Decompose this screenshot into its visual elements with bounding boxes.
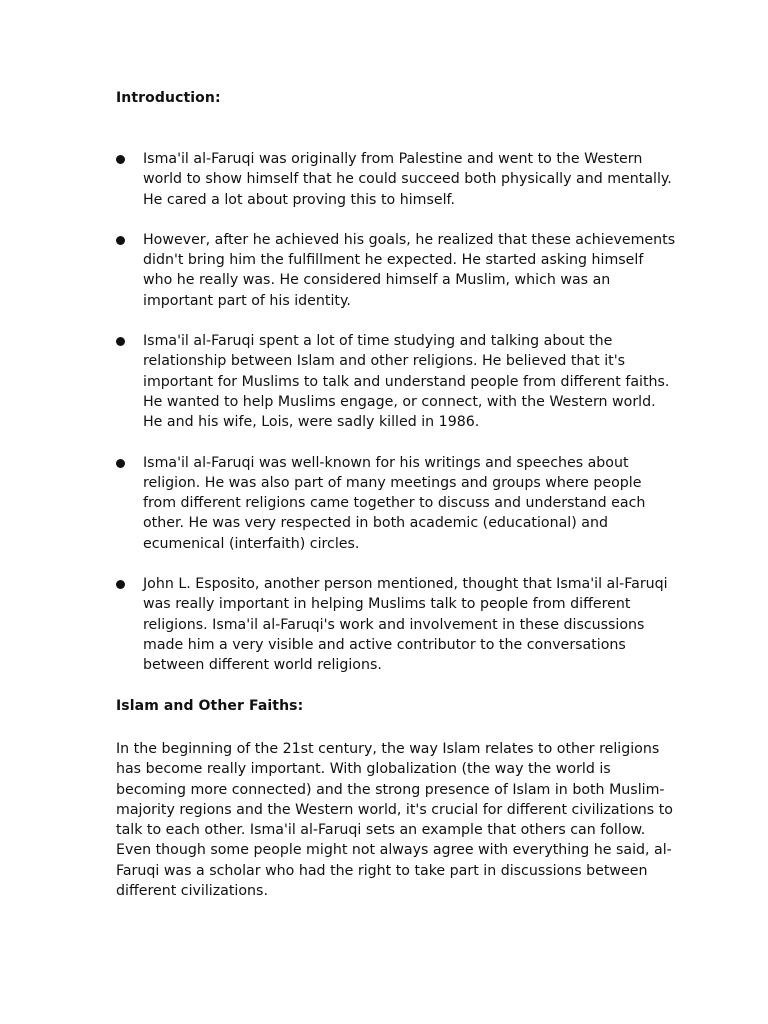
bullet-icon (116, 236, 125, 245)
bullet-item (116, 331, 676, 432)
bullet-icon (116, 580, 125, 589)
islam-other-faiths-heading: Islam and Other Faiths: (116, 698, 304, 714)
bullet-item (116, 149, 676, 210)
bullet-item (116, 230, 676, 311)
bullet-text: Isma'il al-Faruqi spent a lot of time studying and talking about the relationship between Islam and other religions. He believed that it's important for Muslims to talk and understand people from different faiths. He wanted to help Muslims engage, or connect, with the Western world. He and his wife, Lois, were sadly killed in 1986. (143, 333, 670, 431)
bullet-text: Isma'il al-Faruqi was well-known for his writings and speeches about religion. He was also part of many meetings and groups where people from different religions came together to discuss and understand each other. He was very respected in both academic (educational) and ecumenical (interfaith) circles. (143, 454, 646, 552)
bullet-icon (116, 155, 125, 164)
bullet-text: John L. Esposito, another person mentioned, thought that Isma'il al-Faruqi was really important in helping Muslims talk to people from different religions. Isma'il al-Faruqi's work and involvement in these discussions made him a very visible and active contributor to the conversations between different world religions. (143, 576, 668, 674)
bullet-item (116, 574, 676, 675)
bullet-icon (116, 459, 125, 468)
bullet-text: Isma'il al-Faruqi was originally from Palestine and went to the Western world to show himself that he could succeed both physically and mentally. He cared a lot about proving this to himself. (143, 151, 672, 208)
bullet-icon (116, 337, 125, 346)
introduction-bullet-list (116, 149, 676, 696)
bullet-text: However, after he achieved his goals, he realized that these achievements didn't bring him the fulfillment he expected. He started asking himself who he really was. He considered himself a Muslim, which was an important part of his identity. (143, 231, 676, 309)
islam-other-faiths-paragraph: In the beginning of the 21st century, the way Islam relates to other religions has become really important. With globalization (the way the world is becoming more connected) and the strong presence of Islam in both Muslim-majority regions and the Western world, it's crucial for different civilizations to talk to each other. Isma'il al-Faruqi sets an example that others can follow. Even though some people might not always agree with everything he said, al-Faruqi was a scholar who had the right to take part in discussions between different civilizations. (116, 741, 673, 900)
introduction-heading: Introduction: (116, 90, 221, 106)
bullet-item (116, 453, 676, 554)
